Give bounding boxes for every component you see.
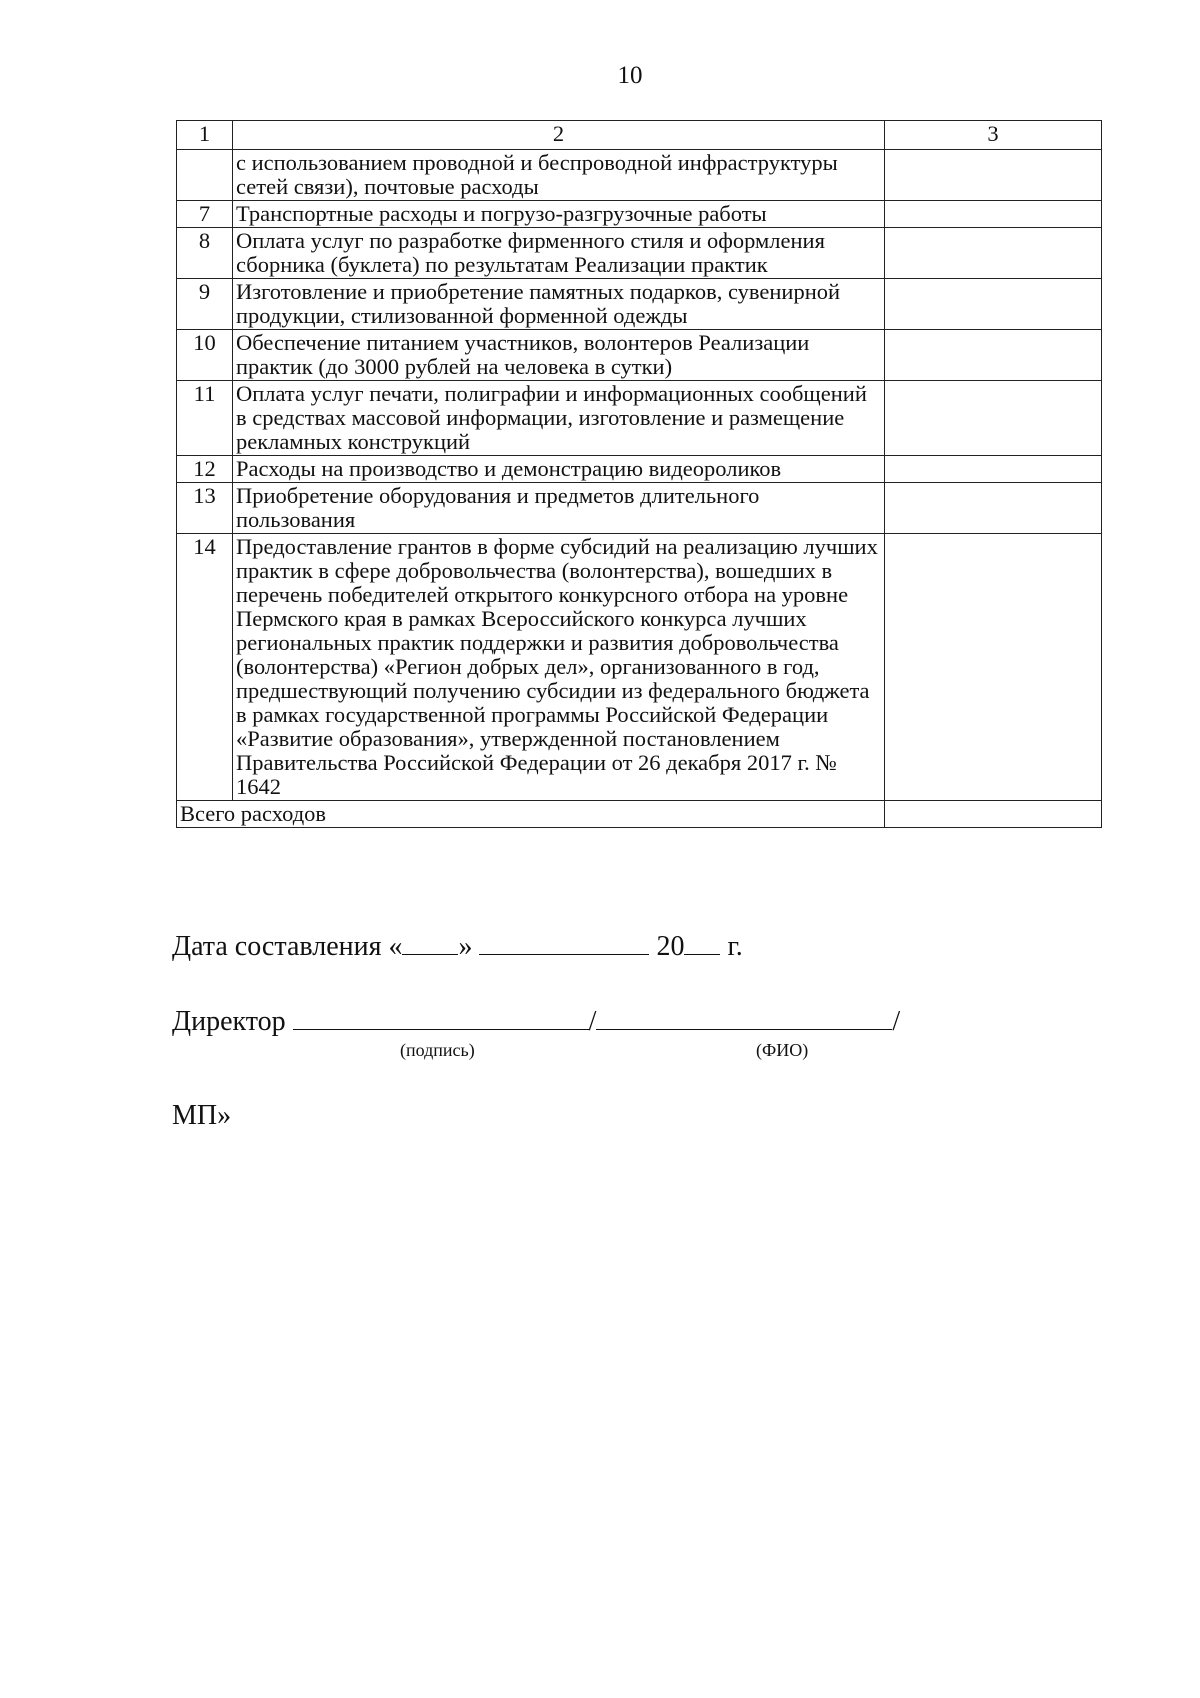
- total-amount[interactable]: [885, 801, 1102, 828]
- year-prefix: 20: [656, 931, 685, 962]
- open-quote: «: [388, 931, 403, 962]
- row-amount[interactable]: [885, 456, 1102, 483]
- row-amount[interactable]: [885, 228, 1102, 279]
- row-number: 11: [177, 381, 233, 456]
- row-item-text: с использованием проводной и беспроводной инфраструктуры сетей связи), почтовые расходы: [233, 150, 885, 201]
- row-amount[interactable]: [885, 279, 1102, 330]
- name-caption: (ФИО): [756, 1040, 809, 1060]
- row-number: 8: [177, 228, 233, 279]
- row-item-text: Предоставление грантов в форме субсидий на реализацию лучших практик в сфере добровольчества (волонтерства), вошедших в перечень победителей открытого конкурсного отбора на уровне Пермского края в рамках Всероссийского конкурса лучших региональных практик поддержки и развития добровольчества (волонтерства) «Регион добрых дел», организованного в год, предшествующий получению субсидии из федерального бюджета в рамках государственной программы Российской Федерации «Развитие образования», утвержденной постановлением Правительства Российской Федерации от 26 декабря 2017 г. № 1642: [233, 534, 885, 801]
- row-item-text: Изготовление и приобретение памятных подарков, сувенирной продукции, стилизованной форменной одежды: [233, 279, 885, 330]
- table-row: [177, 456, 1102, 483]
- row-amount[interactable]: [885, 381, 1102, 456]
- total-label: Всего расходов: [177, 801, 885, 828]
- row-item-text: Оплата услуг печати, полиграфии и информационных сообщений в средствах массовой информации, изготовление и размещение рекламных конструкций: [233, 381, 885, 456]
- signature-caption: (подпись): [400, 1040, 475, 1060]
- table-row: [177, 483, 1102, 534]
- row-number: [177, 150, 233, 201]
- close-quote: »: [458, 931, 473, 962]
- signature-blank[interactable]: [293, 1005, 589, 1030]
- row-number: 13: [177, 483, 233, 534]
- row-amount[interactable]: [885, 534, 1102, 801]
- row-amount[interactable]: [885, 330, 1102, 381]
- row-amount[interactable]: [885, 201, 1102, 228]
- stamp-placeholder: МП»: [172, 1100, 232, 1131]
- total-row: [177, 801, 1102, 828]
- row-item-text: Обеспечение питанием участников, волонтеров Реализации практик (до 3000 рублей на человека в сутки): [233, 330, 885, 381]
- month-blank[interactable]: [479, 930, 649, 955]
- row-number: 12: [177, 456, 233, 483]
- row-item-text: Оплата услуг по разработке фирменного стиля и оформления сборника (буклета) по результатам Реализации практик: [233, 228, 885, 279]
- signature-end: /: [892, 1006, 901, 1037]
- year-suffix: г.: [727, 931, 743, 962]
- signature-separator: /: [588, 1006, 597, 1037]
- year-blank[interactable]: [684, 930, 720, 955]
- table-row: [177, 150, 1102, 201]
- column-header-item: 2: [233, 121, 885, 150]
- day-blank[interactable]: [402, 930, 458, 955]
- director-label: Директор: [172, 1006, 286, 1037]
- name-blank[interactable]: [596, 1005, 892, 1030]
- row-item-text: Приобретение оборудования и предметов длительного пользования: [233, 483, 885, 534]
- director-signature-line: [172, 1005, 900, 1038]
- expense-table: [176, 120, 1102, 828]
- row-number: 10: [177, 330, 233, 381]
- table-header-row: [177, 121, 1102, 150]
- row-number: 14: [177, 534, 233, 801]
- column-header-amount: 3: [885, 121, 1102, 150]
- table-row: [177, 279, 1102, 330]
- row-item-text: Транспортные расходы и погрузо-разгрузочные работы: [233, 201, 885, 228]
- row-amount[interactable]: [885, 483, 1102, 534]
- date-of-compilation: [172, 930, 743, 963]
- table-row: [177, 330, 1102, 381]
- table-row: [177, 381, 1102, 456]
- date-label: Дата составления: [172, 931, 382, 962]
- row-item-text: Расходы на производство и демонстрацию видеороликов: [233, 456, 885, 483]
- row-amount[interactable]: [885, 150, 1102, 201]
- row-number: 9: [177, 279, 233, 330]
- table-row: [177, 228, 1102, 279]
- table-row: [177, 201, 1102, 228]
- column-header-number: 1: [177, 121, 233, 150]
- page-number: 10: [617, 62, 643, 89]
- table-row: [177, 534, 1102, 801]
- row-number: 7: [177, 201, 233, 228]
